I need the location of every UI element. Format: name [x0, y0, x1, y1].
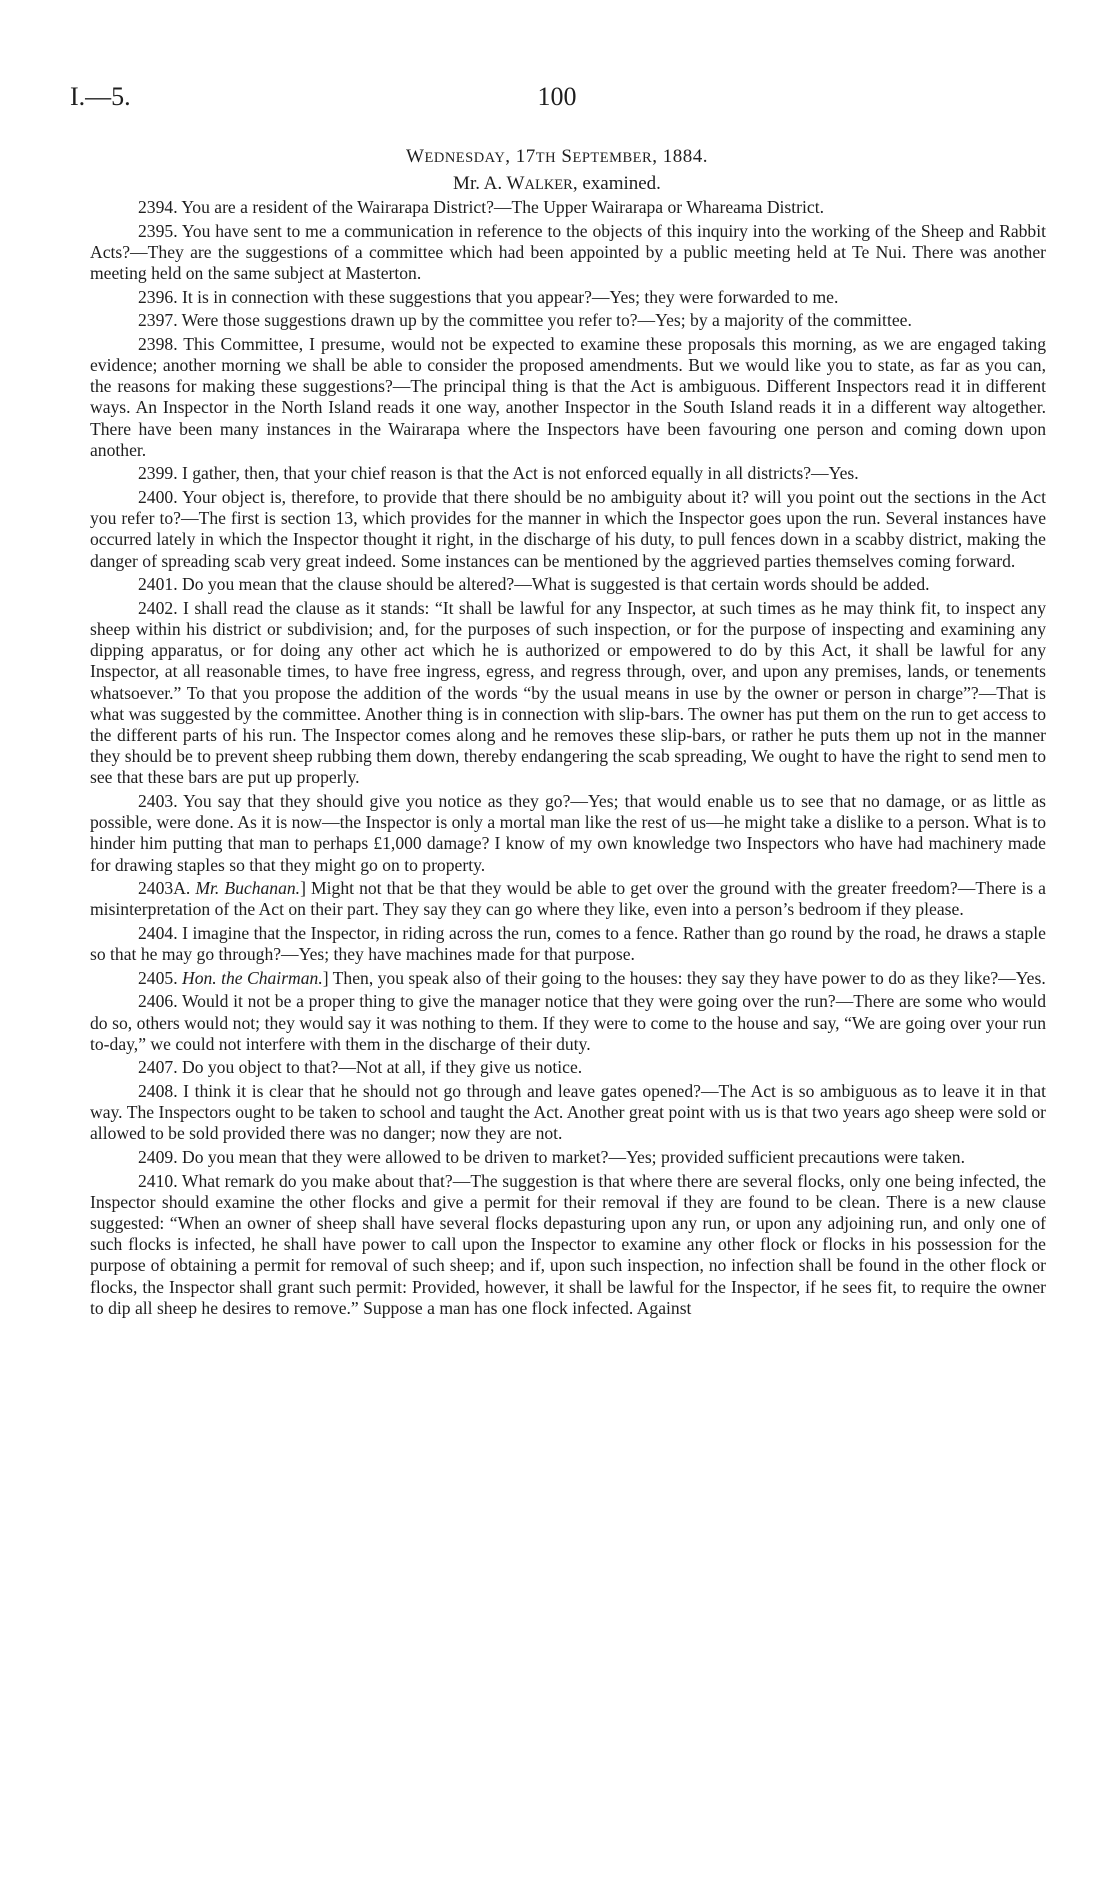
paragraph-text: 2403. You say that they should give you notice as they go?—Yes; that would enable us to see that no damage, or as little as possible, were done. As it is now—the Inspector is only a mortal man like the rest of us—he might take a dislike to a person. What is to hinder him putting that man to perhaps £1,000 damage? I know of my own knowledge two Inspectors who have had machinery made for drawing staples so that they might go on to property.: [90, 791, 1046, 875]
speaker-name: Hon. the Chairman.: [181, 967, 323, 988]
date-month-rest: EPTEMBER: [572, 150, 653, 166]
evidence-paragraph: [90, 878, 1046, 920]
speaker-name: Mr. Buchanan.: [195, 878, 301, 899]
paragraph-text: 2397. Were those suggestions drawn up by the committee you refer to?—Yes; by a majority of the committee.: [138, 310, 912, 331]
evidence-paragraph: [90, 574, 1046, 595]
paragraph-text: 2400. Your object is, therefore, to provide that there should be no ambiguity about it? will you point out the sections in the Act you refer to?—The first is section 13, which provides for the manner in which the Inspector goes upon the run. Several instances have occurred lately in which the Inspector thought it right, in the discharge of his duty, to pull fences down in a scabby district, making the danger of spreading scab very great indeed. Some instances can be mentioned by the aggrieved parties themselves coming forward.: [90, 486, 1046, 571]
witness-heading: [0, 173, 1114, 195]
evidence-paragraph: [90, 968, 1046, 989]
paragraph-text: 2407. Do you object to that?—Not at all, if they give us notice.: [138, 1057, 583, 1078]
paragraph-text: 2406. Would it not be a proper thing to give the manager notice that they were going over the run?—There are some who would do so, others would not; they would say it was nothing to them. If they were to come to the house and say, “We are going over your run to-day,” we could not interfere with them in the discharge of their duty.: [90, 991, 1046, 1054]
paragraph-text: 2399. I gather, then, that your chief reason is that the Act is not enforced equally in all districts?—Yes.: [138, 463, 859, 484]
date-day: , 17: [505, 146, 536, 167]
evidence-paragraph: [90, 1057, 1046, 1078]
paragraph-text: 2410. What remark do you make about that?—The suggestion is that where there are several flocks, only one being infected, the Inspector should examine the other flocks and give a permit for their removal if they are found to be clean. There is a new clause suggested: “When an owner of sheep shall have several flocks depasturing upon any run, or upon any adjoining run, and only one of such flocks is infected, he shall have power to call upon the Inspector to examine any other flock or flocks in his possession for the purpose of obtaining a permit for removal of such sheep; and if, upon such inspection, no infection shall be found in the other flock or flocks, the Inspector shall grant such permit: Provided, however, it shall be lawful for the Inspector, if he sees fit, to require the owner to dip all sheep he desires to remove.” Suppose a man has one flock infected. Against: [90, 1170, 1046, 1318]
date-initial: W: [406, 146, 425, 167]
evidence-paragraph: [90, 791, 1046, 876]
date-ordinal: TH: [535, 150, 557, 166]
question-number: 2403A.: [138, 878, 196, 899]
evidence-paragraph: [90, 221, 1046, 285]
question-number: 2405.: [138, 967, 182, 988]
date-weekday-rest: EDNESDAY: [424, 150, 506, 166]
evidence-paragraph: [90, 287, 1046, 308]
paragraph-text: 2409. Do you mean that they were allowed to be driven to market?—Yes; provided sufficient precautions were taken.: [138, 1146, 965, 1167]
paragraph-text: 2401. Do you mean that the clause should be altered?—What is suggested is that certain words should be added.: [138, 574, 930, 595]
evidence-paragraph: [90, 1081, 1046, 1145]
evidence-paragraph: [90, 197, 1046, 218]
witness-examined: , examined.: [572, 173, 661, 194]
evidence-paragraph: [90, 334, 1046, 461]
evidence-paragraph: [90, 598, 1046, 789]
paragraph-text: ] Might not that be that they would be able to get over the ground with the greater freedom?—There is a misinterpretation of the Act on their part. They say they can go where they like, even into a person’s bedroom if they please.: [90, 878, 1046, 920]
paragraph-text: 2402. I shall read the clause as it stands: “It shall be lawful for any Inspector, at such times as he may think fit, to inspect any sheep within his district or subdivision; and, for the purposes of such inspection, or for the purpose of inspecting and examining any dipping apparatus, or for doing any other act which he is authorized or empowered to do by this Act, it shall be lawful for any Inspector, at all reasonable times, to have free ingress, egress, and regress through, over, and upon any premises, lands, or tenements whatsoever.” To that you propose the addition of the words “by the usual means in use by the owner or person in charge”?—That is what was suggested by the committee. Another thing is in connection with slip-bars. The owner has put them on the run to get access to the different parts of his run. The Inspector comes along and he removes these slip-bars, or rather he puts them up not in the manner they should be to prevent sheep rubbing them down, thereby endangering the scab spreading, We ought to have the right to send men to see that these bars are put up properly.: [90, 597, 1046, 788]
evidence-paragraph: [90, 991, 1046, 1055]
paragraph-text: 2408. I think it is clear that he should not go through and leave gates opened?—The Act is so ambiguous as to leave it in that way. The Inspectors ought to be taken to school and taught the Act. Another great point with us is that two years ago sheep were sold or allowed to be sold provided there was no danger; now they are not.: [90, 1080, 1046, 1144]
paragraph-text: 2395. You have sent to me a communication in reference to the objects of this inquiry into the working of the Sheep and Rabbit Acts?—They are the suggestions of a committee which had been appointed by a public meeting held at Te Nui. There was another meeting held on the same subject at Masterton.: [90, 220, 1046, 283]
paragraph-text: 2396. It is in connection with these suggestions that you appear?—Yes; they were forwarded to me.: [138, 286, 839, 307]
date-month-initial: S: [556, 146, 573, 167]
page-header: [0, 82, 1114, 118]
paragraph-text: 2394. You are a resident of the Wairarapa District?—The Upper Wairarapa or Whareama District.: [138, 197, 824, 217]
paragraph-text: ] Then, you speak also of their going to the houses: they say they have power to do as they like?—Yes.: [322, 967, 1046, 988]
witness-surname-rest: ALKER: [524, 177, 573, 193]
evidence-paragraph: [90, 1171, 1046, 1319]
evidence-body: [90, 197, 1046, 1319]
witness-name-start: Mr. A. W: [453, 173, 525, 194]
evidence-paragraph: [90, 923, 1046, 965]
evidence-paragraph: [90, 487, 1046, 572]
page-number: 100: [537, 82, 577, 111]
paragraph-text: 2404. I imagine that the Inspector, in riding across the run, comes to a fence. Rather than go round by the road, he draws a staple so that he may go through?—Yes; they have machines made for that purpose.: [90, 923, 1046, 965]
evidence-paragraph: [90, 1147, 1046, 1168]
evidence-paragraph: [90, 310, 1046, 331]
paper-reference: I.—5.: [70, 82, 131, 111]
date-year: , 1884.: [652, 146, 708, 167]
session-date: [0, 146, 1114, 168]
evidence-paragraph: [90, 463, 1046, 484]
paragraph-text: 2398. This Committee, I presume, would not be expected to examine these proposals this morning, as we are engaged taking evidence; another morning we shall be able to consider the proposed amendments. But we would like you to state, as far as you can, the reasons for making these suggestions?—The principal thing is that the Act is ambiguous. Different Inspectors read it in different ways. An Inspector in the North Island reads it one way, another Inspector in the South Island reads it in a different way altogether. There have been many instances in the Wairarapa where the Inspectors have been favouring one person and coming down upon another.: [90, 333, 1046, 460]
